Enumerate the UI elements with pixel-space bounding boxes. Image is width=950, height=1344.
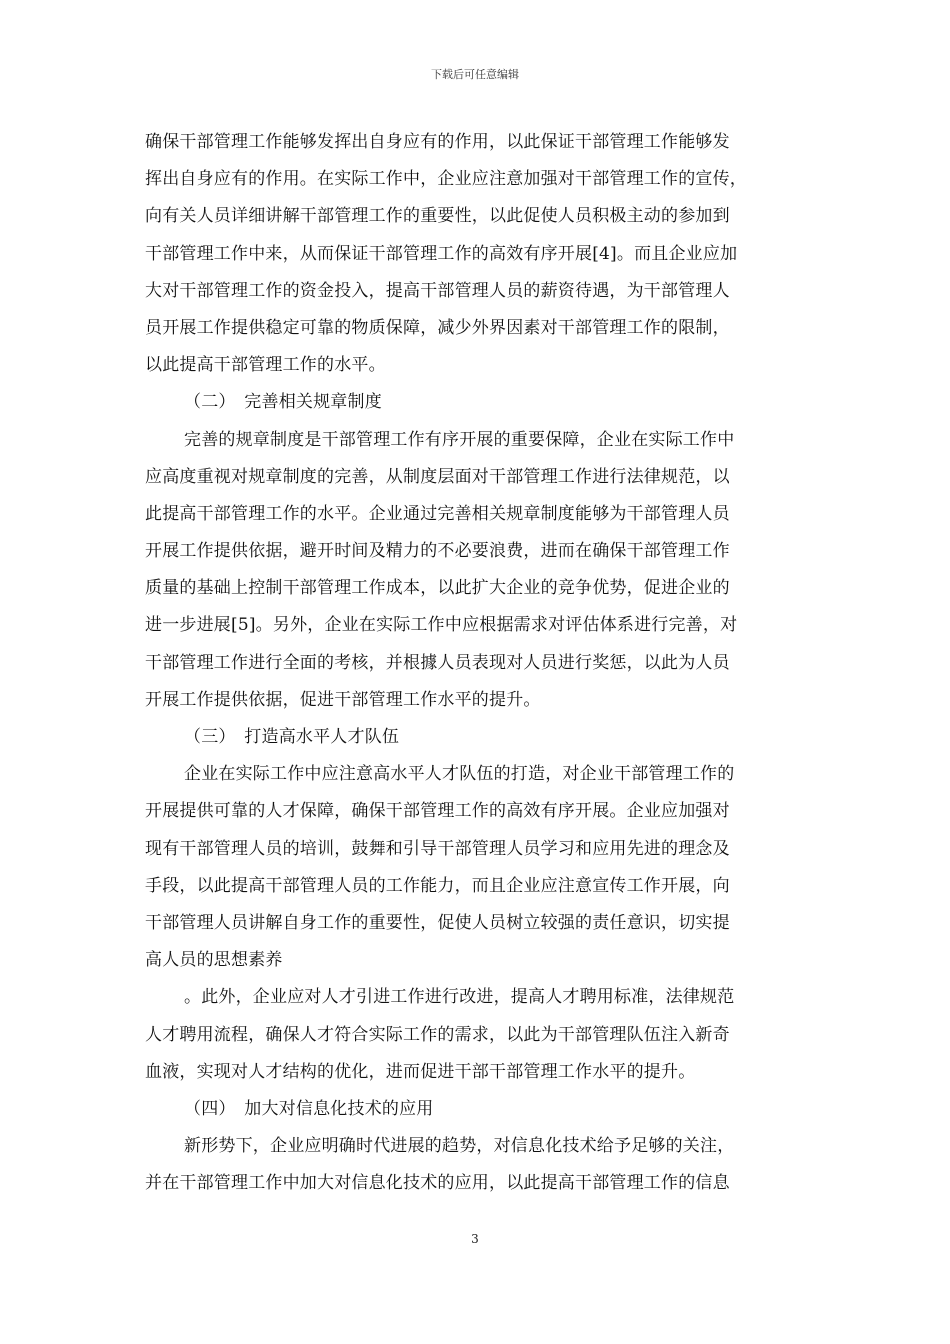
body-line: 开展提供可靠的人才保障，确保干部管理工作的高效有序开展。企业应加强对 <box>145 801 730 822</box>
section-heading-3: （三） 打造高水平人才队伍 <box>184 727 400 747</box>
body-line: 员开展工作提供稳定可靠的物质保障，减少外界因素对干部管理工作的限制， <box>145 317 730 338</box>
body-line: 质量的基础上控制干部管理工作成本，以此扩大企业的竞争优势，促进企业的 <box>145 578 730 599</box>
body-line: 此提高干部管理工作的水平。企业通过完善相关规章制度能够为干部管理人员 <box>145 503 730 524</box>
paragraph-first-line: 。此外，企业应对人才引进工作进行改进，提高人才聘用标准，法律规范 <box>184 987 735 1008</box>
body-line: 手段，以此提高干部管理人员的工作能力，而且企业应注意宣传工作开展，向 <box>145 875 730 896</box>
page-number: 3 <box>471 1232 479 1246</box>
body-line: 以此提高干部管理工作的水平。 <box>145 355 386 376</box>
body-line: 开展工作提供依据，促进干部管理工作水平的提升。 <box>145 689 541 710</box>
paragraph-first-line: 新形势下，企业应明确时代进展的趋势，对信息化技术给予足够的关注， <box>184 1136 735 1157</box>
body-line: 干部管理工作进行全面的考核，并根據人员表现对人员进行奖惩，以此为人员 <box>145 652 730 673</box>
body-line: 大对干部管理工作的资金投入，提高干部管理人员的薪资待遇，为干部管理人 <box>145 280 730 301</box>
body-line: 应高度重视对规章制度的完善，从制度层面对干部管理工作进行法律规范，以 <box>145 466 730 487</box>
body-line: 向有关人员详细讲解干部管理工作的重要性，以此促使人员积极主动的参加到 <box>145 206 730 227</box>
body-line: 现有干部管理人员的培训，鼓舞和引导干部管理人员学习和应用先进的理念及 <box>145 838 730 859</box>
body-line: 挥出自身应有的作用。在实际工作中，企业应注意加强对干部管理工作的宣传， <box>145 169 747 190</box>
body-line: 确保干部管理工作能够发挥出自身应有的作用，以此保证干部管理工作能够发 <box>145 132 730 152</box>
body-line: 进一步进展[5]。另外，企业在实际工作中应根据需求对评估体系进行完善，对 <box>145 615 738 636</box>
paragraph-first-line: 完善的规章制度是干部管理工作有序开展的重要保障，企业在实际工作中 <box>184 429 735 450</box>
body-line: 开展工作提供依据，避开时间及精力的不必要浪费，进而在确保干部管理工作 <box>145 541 730 562</box>
body-line: 干部管理人员讲解自身工作的重要性，促使人员树立较强的责任意识，切实提 <box>145 912 730 933</box>
body-line: 干部管理工作中来，从而保证干部管理工作的高效有序开展[4]。而且企业应加 <box>145 243 738 264</box>
body-line: 并在干部管理工作中加大对信息化技术的应用，以此提高干部管理工作的信息 <box>145 1173 730 1194</box>
body-line: 高人员的思想素养 <box>145 950 283 971</box>
page-header: 下载后可任意编辑 <box>431 68 519 81</box>
section-heading-2: （二） 完善相关规章制度 <box>184 392 382 413</box>
document-body <box>145 124 810 1202</box>
section-heading-4: （四） 加大对信息化技术的应用 <box>184 1098 434 1119</box>
body-line: 血液，实现对人才结构的优化，进而促进干部干部管理工作水平的提升。 <box>145 1061 696 1082</box>
body-line: 人才聘用流程，确保人才符合实际工作的需求，以此为干部管理队伍注入新奇 <box>145 1024 730 1045</box>
paragraph-first-line: 企业在实际工作中应注意高水平人才队伍的打造，对企业干部管理工作的 <box>184 764 735 785</box>
